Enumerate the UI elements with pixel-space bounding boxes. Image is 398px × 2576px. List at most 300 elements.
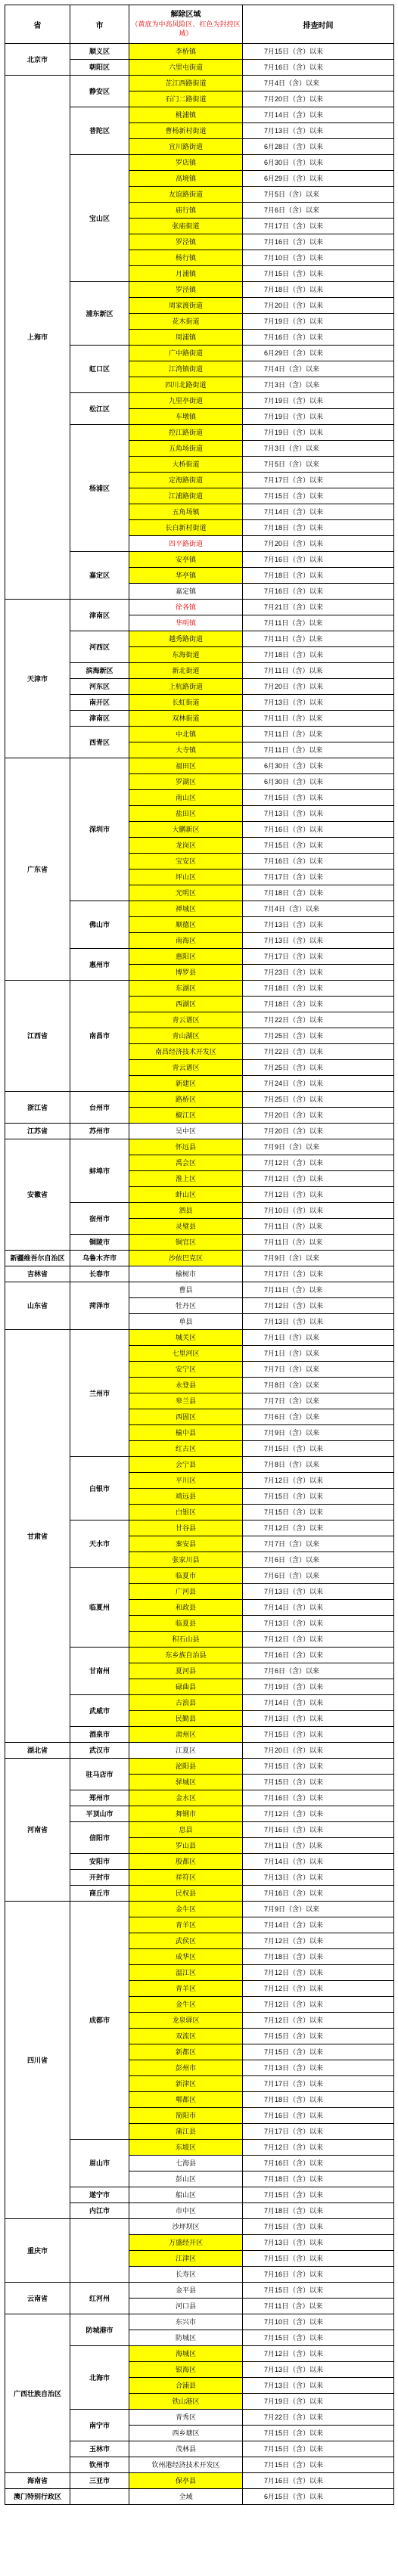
area-cell: 殷都区	[129, 1854, 243, 1870]
date-cell: 7月9日（含）以来	[243, 1425, 394, 1441]
date-cell: 7月4日（含）以来	[243, 361, 394, 377]
header-date: 排查时间	[243, 5, 394, 44]
date-cell: 7月22日（含）以来	[243, 1044, 394, 1060]
area-cell: 四川北路街道	[129, 377, 243, 393]
city-cell: 眉山市	[70, 2140, 129, 2187]
area-cell: 古浪县	[129, 1695, 243, 1711]
area-cell: 石门二路街道	[129, 91, 243, 107]
city-cell: 天水市	[70, 1520, 129, 1568]
city-cell: 台州市	[70, 1092, 129, 1124]
province-cell: 吉林省	[5, 1266, 70, 1282]
area-cell: 周浦镇	[129, 330, 243, 346]
date-cell: 7月25日（含）以来	[243, 1028, 394, 1044]
table-row	[5, 600, 394, 615]
area-cell: 怀远县	[129, 1139, 243, 1155]
city-cell: 武汉市	[70, 1743, 129, 1759]
area-cell: 椒江区	[129, 1108, 243, 1124]
area-cell: 舞钢市	[129, 1806, 243, 1822]
city-cell: 武威市	[70, 1695, 129, 1727]
city-cell: 深圳市	[70, 758, 129, 901]
header-city: 市	[70, 5, 129, 44]
province-cell: 云南省	[5, 2283, 70, 2314]
area-cell: 船山区	[129, 2187, 243, 2203]
date-cell: 7月18日（含）以来	[243, 647, 394, 663]
date-cell: 7月18日（含）以来	[243, 885, 394, 901]
province-cell: 澳门特别行政区	[5, 2489, 70, 2505]
area-cell: 民权县	[129, 1886, 243, 1902]
area-cell: 罗湖区	[129, 774, 243, 790]
date-cell: 7月20日（含）以来	[243, 298, 394, 314]
area-cell: 江夏区	[129, 1743, 243, 1759]
date-cell: 7月20日（含）以来	[243, 1743, 394, 1759]
date-cell: 7月15日（含）以来	[243, 2457, 394, 2473]
date-cell: 7月19日（含）以来	[243, 2394, 394, 2410]
date-cell: 7月7日（含）以来	[243, 1393, 394, 1409]
date-cell: 7月8日（含）以来	[243, 1457, 394, 1473]
province-cell: 山东省	[5, 1282, 70, 1330]
area-cell: 杨行镇	[129, 250, 243, 266]
city-cell: 顺义区	[70, 44, 129, 60]
date-cell: 7月18日（含）以来	[243, 282, 394, 298]
date-cell: 7月7日（含）以来	[243, 1536, 394, 1552]
city-cell: 三亚市	[70, 2473, 129, 2489]
area-cell: 友谊路街道	[129, 187, 243, 203]
date-cell: 7月16日（含）以来	[243, 1790, 394, 1806]
area-cell: 曹杨新村街道	[129, 123, 243, 139]
area-cell: 东海街道	[129, 647, 243, 663]
date-cell: 7月24日（含）以来	[243, 1076, 394, 1092]
date-cell: 7月16日（含）以来	[243, 584, 394, 600]
area-cell: 靖远县	[129, 1489, 243, 1505]
city-cell: 河东区	[70, 679, 129, 695]
area-cell: 青云谱区	[129, 1012, 243, 1028]
table-row	[5, 1139, 394, 1155]
area-cell: 新北街道	[129, 663, 243, 679]
area-cell: 积石山县	[129, 1632, 243, 1648]
date-cell: 7月20日（含）以来	[243, 1124, 394, 1139]
date-cell: 7月13日（含）以来	[243, 1711, 394, 1727]
area-cell: 六里屯街道	[129, 60, 243, 76]
area-cell: 张家川县	[129, 1552, 243, 1568]
area-cell: 大桥街道	[129, 457, 243, 473]
date-cell: 6月30日（含）以来	[243, 155, 394, 171]
date-cell: 7月15日（含）以来	[243, 2044, 394, 2060]
area-cell: 沙坪坝区	[129, 2219, 243, 2235]
area-cell: 周家渡街道	[129, 298, 243, 314]
city-cell: 西青区	[70, 727, 129, 758]
city-cell: 苏州市	[70, 1124, 129, 1139]
city-cell: 铜陵市	[70, 1235, 129, 1251]
date-cell: 7月6日（含）以来	[243, 1409, 394, 1425]
area-cell: 单县	[129, 1314, 243, 1330]
province-cell: 新疆维吾尔自治区	[5, 1251, 70, 1266]
table-row	[5, 1902, 394, 1917]
date-cell: 6月15日（含）以来	[243, 2489, 394, 2505]
date-cell: 7月14日（含）以来	[243, 1600, 394, 1616]
area-cell: 曹县	[129, 1282, 243, 1298]
area-cell: 夏河县	[129, 1663, 243, 1679]
area-cell: 东兴市	[129, 2314, 243, 2330]
date-cell: 7月17日（含）以来	[243, 949, 394, 965]
area-cell: 临夏市	[129, 1568, 243, 1584]
date-cell: 7月1日（含）以来	[243, 1330, 394, 1346]
date-cell: 7月16日（含）以来	[243, 330, 394, 346]
area-cell: 五角场镇	[129, 504, 243, 520]
area-cell: 华亭镇	[129, 568, 243, 584]
date-cell: 7月16日（含）以来	[243, 60, 394, 76]
date-cell: 7月11日（含）以来	[243, 615, 394, 631]
date-cell: 7月20日（含）以来	[243, 1108, 394, 1124]
area-cell: 东湖区	[129, 981, 243, 997]
date-cell: 7月16日（含）以来	[243, 2156, 394, 2171]
area-cell: 新建区	[129, 1076, 243, 1092]
header-area	[129, 5, 243, 44]
date-cell: 7月14日（含）以来	[243, 1854, 394, 1870]
area-cell: 青羊区	[129, 1917, 243, 1933]
date-cell: 7月5日（含）以来	[243, 457, 394, 473]
area-cell: 张庙街道	[129, 219, 243, 234]
date-cell: 7月15日（含）以来	[243, 1489, 394, 1505]
date-cell: 7月11日（含）以来	[243, 727, 394, 742]
date-cell: 7月11日（含）以来	[243, 2299, 394, 2314]
date-cell: 7月17日（含）以来	[243, 2124, 394, 2140]
date-cell: 7月25日（含）以来	[243, 1060, 394, 1076]
province-cell: 浙江省	[5, 1092, 70, 1124]
date-cell: 7月9日（含）以来	[243, 1139, 394, 1155]
area-cell: 青秀区	[129, 2410, 243, 2426]
area-cell: 安宁区	[129, 1362, 243, 1378]
date-cell: 7月13日（含）以来	[243, 2235, 394, 2251]
date-cell: 7月4日（含）以来	[243, 901, 394, 917]
city-cell: 津南区	[70, 600, 129, 631]
date-cell: 6月30日（含）以来	[243, 774, 394, 790]
area-cell: 沙依巴克区	[129, 1251, 243, 1266]
date-cell: 7月15日（含）以来	[243, 2029, 394, 2044]
province-cell: 海南省	[5, 2473, 70, 2489]
province-cell: 江苏省	[5, 1124, 70, 1139]
city-cell: 开封市	[70, 1870, 129, 1886]
area-cell: 东乡族自治县	[129, 1648, 243, 1663]
date-cell: 7月13日（含）以来	[243, 695, 394, 711]
area-cell: 淮上区	[129, 1171, 243, 1187]
area-cell: 泗县	[129, 1203, 243, 1219]
area-cell: 李桥镇	[129, 44, 243, 60]
date-cell: 7月18日（含）以来	[243, 981, 394, 997]
area-cell: 光明区	[129, 885, 243, 901]
date-cell: 7月12日（含）以来	[243, 1965, 394, 1981]
area-cell: 泌阳县	[129, 1759, 243, 1775]
area-cell: 青羊区	[129, 1981, 243, 1997]
area-cell: 江浦路街道	[129, 488, 243, 504]
table-header-row	[5, 5, 394, 44]
area-cell: 茂林县	[129, 2441, 243, 2457]
area-cell: 宝安区	[129, 854, 243, 870]
date-cell: 7月19日（含）以来	[243, 393, 394, 409]
date-cell: 7月15日（含）以来	[243, 790, 394, 806]
date-cell: 7月15日（含）以来	[243, 2283, 394, 2299]
city-cell	[70, 2219, 129, 2283]
lifted-areas-table	[5, 5, 394, 2505]
date-cell: 7月15日（含）以来	[243, 2219, 394, 2235]
area-cell: 金平县	[129, 2283, 243, 2299]
date-cell: 7月18日（含）以来	[243, 2092, 394, 2108]
city-cell: 成都市	[70, 1902, 129, 2140]
date-cell: 7月16日（含）以来	[243, 854, 394, 870]
date-cell: 7月5日（含）以来	[243, 187, 394, 203]
area-cell: 彭山区	[129, 2171, 243, 2187]
date-cell: 7月15日（含）以来	[243, 266, 394, 282]
date-cell: 7月6日（含）以来	[243, 1552, 394, 1568]
area-cell: 成华区	[129, 1949, 243, 1965]
province-cell: 安徽省	[5, 1139, 70, 1251]
city-cell: 安阳市	[70, 1854, 129, 1870]
date-cell: 7月18日（含）以来	[243, 520, 394, 536]
area-cell: 全域	[129, 2489, 243, 2505]
date-cell: 7月13日（含）以来	[243, 917, 394, 933]
table-body	[5, 44, 394, 2505]
date-cell: 7月12日（含）以来	[243, 1520, 394, 1536]
area-cell: 芷江西路街道	[129, 76, 243, 91]
area-cell: 华明镇	[129, 615, 243, 631]
city-cell: 玉林市	[70, 2441, 129, 2457]
province-cell: 重庆市	[5, 2219, 70, 2283]
header-province: 省	[5, 5, 70, 44]
city-cell: 商丘市	[70, 1886, 129, 1902]
header-area-note: （黄底为中高风险区、红色为封控区域）	[131, 20, 241, 37]
date-cell: 7月12日（含）以来	[243, 1981, 394, 1997]
date-cell: 7月12日（含）以来	[243, 1298, 394, 1314]
date-cell: 7月11日（含）以来	[243, 631, 394, 647]
table-row	[5, 1759, 394, 1775]
date-cell: 7月13日（含）以来	[243, 1314, 394, 1330]
date-cell: 7月16日（含）以来	[243, 2108, 394, 2124]
province-cell: 河南省	[5, 1759, 70, 1902]
area-cell: 越秀路街道	[129, 631, 243, 647]
area-cell: 西固区	[129, 1409, 243, 1425]
city-cell: 钦州市	[70, 2457, 129, 2473]
date-cell: 7月19日（含）以来	[243, 425, 394, 441]
area-cell: 和政县	[129, 1600, 243, 1616]
city-cell: 朝阳区	[70, 60, 129, 76]
date-cell: 7月15日（含）以来	[243, 1775, 394, 1790]
area-cell: 嘉定镇	[129, 584, 243, 600]
date-cell: 7月11日（含）以来	[243, 663, 394, 679]
date-cell: 7月11日（含）以来	[243, 1235, 394, 1251]
table-row	[5, 1266, 394, 1282]
date-cell: 7月13日（含）以来	[243, 2060, 394, 2076]
date-cell: 7月12日（含）以来	[243, 2140, 394, 2156]
city-cell: 南开区	[70, 695, 129, 711]
date-cell: 7月15日（含）以来	[243, 2251, 394, 2267]
table-row	[5, 2219, 394, 2235]
table-row	[5, 1124, 394, 1139]
date-cell: 7月12日（含）以来	[243, 1933, 394, 1949]
area-cell: 铜官区	[129, 1235, 243, 1251]
table-row	[5, 76, 394, 91]
area-cell: 宜川路街道	[129, 139, 243, 155]
city-cell: 滨海新区	[70, 663, 129, 679]
date-cell: 7月18日（含）以来	[243, 1949, 394, 1965]
city-cell: 普陀区	[70, 107, 129, 155]
city-cell: 浦东新区	[70, 282, 129, 346]
area-cell: 银海区	[129, 2362, 243, 2378]
date-cell: 7月17日（含）以来	[243, 1266, 394, 1282]
city-cell: 遂宁市	[70, 2187, 129, 2203]
date-cell: 7月1日（含）以来	[243, 1346, 394, 1362]
table-row	[5, 1743, 394, 1759]
date-cell: 7月15日（含）以来	[243, 838, 394, 854]
date-cell: 7月9日（含）以来	[243, 1251, 394, 1266]
area-cell: 榆中县	[129, 1425, 243, 1441]
area-cell: 青山湖区	[129, 1028, 243, 1044]
area-cell: 长虹街道	[129, 695, 243, 711]
city-cell: 兰州市	[70, 1330, 129, 1457]
date-cell: 7月15日（含）以来	[243, 488, 394, 504]
area-cell: 钦州港经济技术开发区	[129, 2457, 243, 2473]
city-cell: 临夏州	[70, 1568, 129, 1648]
area-cell: 禅城区	[129, 901, 243, 917]
city-cell: 虹口区	[70, 346, 129, 393]
city-cell: 宝山区	[70, 155, 129, 282]
area-cell: 中北镇	[129, 727, 243, 742]
area-cell: 长白新村街道	[129, 520, 243, 536]
date-cell: 7月16日（含）以来	[243, 822, 394, 838]
city-cell: 平顶山市	[70, 1806, 129, 1822]
date-cell: 7月25日（含）以来	[243, 1092, 394, 1108]
area-cell: 江津区	[129, 2251, 243, 2267]
date-cell: 7月17日（含）以来	[243, 219, 394, 234]
date-cell: 7月14日（含）以来	[243, 1695, 394, 1711]
date-cell: 7月16日（含）以来	[243, 1822, 394, 1838]
area-cell: 灵璧县	[129, 1219, 243, 1235]
table-row	[5, 2473, 394, 2489]
province-cell: 四川省	[5, 1902, 70, 2219]
city-cell: 驻马店市	[70, 1759, 129, 1790]
city-cell	[70, 2489, 129, 2505]
area-cell: 白银区	[129, 1505, 243, 1520]
province-cell: 天津市	[5, 600, 70, 758]
date-cell: 7月22日（含）以来	[243, 1012, 394, 1028]
city-cell: 北海市	[70, 2346, 129, 2410]
city-cell: 乌鲁木齐市	[70, 1251, 129, 1266]
date-cell: 7月16日（含）以来	[243, 234, 394, 250]
date-cell: 7月18日（含）以来	[243, 2171, 394, 2187]
area-cell: 牡丹区	[129, 1298, 243, 1314]
date-cell: 6月29日（含）以来	[243, 346, 394, 361]
area-cell: 广河县	[129, 1584, 243, 1600]
area-cell: 博罗县	[129, 965, 243, 981]
area-cell: 罗店镇	[129, 155, 243, 171]
area-cell: 七海县	[129, 2156, 243, 2171]
date-cell: 7月23日（含）以来	[243, 965, 394, 981]
date-cell: 7月3日（含）以来	[243, 377, 394, 393]
area-cell: 江湾镇街道	[129, 361, 243, 377]
area-cell: 城关区	[129, 1330, 243, 1346]
area-cell: 南海区	[129, 933, 243, 949]
date-cell: 7月11日（含）以来	[243, 1282, 394, 1298]
date-cell: 7月17日（含）以来	[243, 870, 394, 885]
date-cell: 7月10日（含）以来	[243, 250, 394, 266]
area-cell: 金牛区	[129, 1902, 243, 1917]
date-cell: 7月13日（含）以来	[243, 123, 394, 139]
area-cell: 蒲江县	[129, 2124, 243, 2140]
city-cell: 杨浦区	[70, 425, 129, 552]
date-cell: 7月15日（含）以来	[243, 44, 394, 60]
date-cell: 7月3日（含）以来	[243, 441, 394, 457]
city-cell: 内江市	[70, 2203, 129, 2219]
date-cell: 7月16日（含）以来	[243, 1886, 394, 1902]
city-cell: 津南区	[70, 711, 129, 727]
city-cell: 酒泉市	[70, 1727, 129, 1743]
date-cell: 7月11日（含）以来	[243, 742, 394, 758]
area-cell: 南山区	[129, 790, 243, 806]
city-cell: 惠州市	[70, 949, 129, 981]
date-cell: 7月6日（含）以来	[243, 1568, 394, 1584]
date-cell: 7月12日（含）以来	[243, 1473, 394, 1489]
area-cell: 西湖区	[129, 997, 243, 1012]
area-cell: 新都区	[129, 2044, 243, 2060]
header-area-label: 解除区域	[170, 11, 201, 19]
date-cell: 7月18日（含）以来	[243, 568, 394, 584]
area-cell: 西乡塘区	[129, 2426, 243, 2441]
area-cell: 会宁县	[129, 1457, 243, 1473]
area-cell: 长寿区	[129, 2267, 243, 2283]
date-cell: 7月14日（含）以来	[243, 504, 394, 520]
area-cell: 龙岗区	[129, 838, 243, 854]
date-cell: 7月16日（含）以来	[243, 1648, 394, 1663]
area-cell: 甘谷县	[129, 1520, 243, 1536]
date-cell: 7月9日（含）以来	[243, 1902, 394, 1917]
date-cell: 7月12日（含）以来	[243, 2346, 394, 2362]
province-cell: 江西省	[5, 981, 70, 1092]
date-cell: 7月16日（含）以来	[243, 552, 394, 568]
area-cell: 海城区	[129, 2346, 243, 2362]
area-cell: 驿城区	[129, 1775, 243, 1790]
date-cell: 7月12日（含）以来	[243, 1806, 394, 1822]
date-cell: 7月13日（含）以来	[243, 1584, 394, 1600]
area-cell: 皋兰县	[129, 1393, 243, 1409]
area-cell: 河口县	[129, 2299, 243, 2314]
area-cell: 平川区	[129, 1473, 243, 1489]
area-cell: 东坡区	[129, 2140, 243, 2156]
table-row	[5, 2489, 394, 2505]
date-cell: 7月12日（含）以来	[243, 1187, 394, 1203]
area-cell: 肃州区	[129, 1727, 243, 1743]
date-cell: 7月11日（含）以来	[243, 1219, 394, 1235]
table-row	[5, 1251, 394, 1266]
date-cell: 7月12日（含）以来	[243, 1997, 394, 2013]
date-cell: 7月13日（含）以来	[243, 933, 394, 949]
area-cell: 高境镇	[129, 171, 243, 187]
date-cell: 7月15日（含）以来	[243, 2441, 394, 2457]
area-cell: 禹会区	[129, 1155, 243, 1171]
area-cell: 惠阳区	[129, 949, 243, 965]
area-cell: 罗泾镇	[129, 282, 243, 298]
city-cell: 佛山市	[70, 901, 129, 949]
date-cell: 7月7日（含）以来	[243, 1362, 394, 1378]
province-cell: 上海市	[5, 76, 70, 600]
date-cell: 7月20日（含）以来	[243, 679, 394, 695]
area-cell: 永登县	[129, 1378, 243, 1393]
table-row	[5, 1330, 394, 1346]
date-cell: 7月14日（含）以来	[243, 1917, 394, 1933]
city-cell: 松江区	[70, 393, 129, 425]
area-cell: 罗山县	[129, 1838, 243, 1854]
date-cell: 7月15日（含）以来	[243, 1505, 394, 1520]
date-cell: 7月19日（含）以来	[243, 314, 394, 330]
area-cell: 金牛区	[129, 1997, 243, 2013]
date-cell: 7月15日（含）以来	[243, 1727, 394, 1743]
